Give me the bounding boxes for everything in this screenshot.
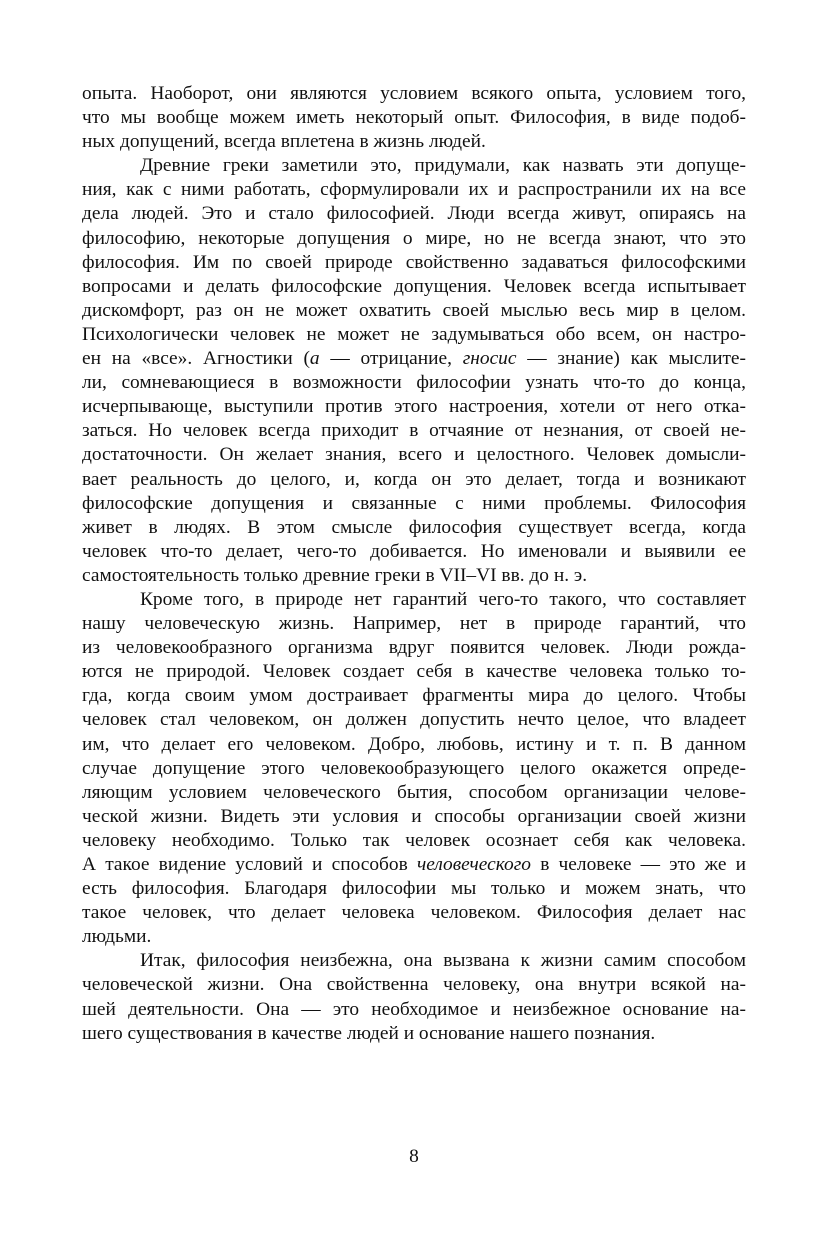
text-line: шей деятельности. Она — это необходимое и неизбежное основание на-	[82, 998, 746, 1020]
text-line: философию, некоторые допущения о мире, но не всегда знают, что это	[82, 227, 746, 249]
text-line: Психологически человек не может не задумываться обо всем, он настро-	[82, 323, 746, 345]
text-line: Итак, философия неизбежна, она вызвана к жизни самим способом	[140, 950, 746, 972]
paragraph	[82, 154, 746, 588]
text-line: опыта. Наоборот, они являются условием всякого опыта, условием того,	[82, 83, 746, 104]
text-line: вопросами и делать философские допущения. Человек всегда испытывает	[82, 275, 746, 297]
text-line: человеческой жизни. Она свойственна человеку, она внутри всякой на-	[82, 974, 746, 996]
text-line: людьми.	[82, 926, 152, 948]
text-line: достаточности. Он желает знания, всего и целостного. Человек домысли-	[82, 444, 746, 466]
text-line: ен на «все». Агностики (а — отрицание, гносис — знание) как мыслите-	[82, 348, 746, 370]
text-line: философские допущения и связанные с ними проблемы. Философия	[82, 492, 746, 514]
text-line: исчерпывающе, выступили против этого настроения, хотели от него отка-	[82, 396, 746, 418]
text-line: вает реальность до целого, и, когда он это делает, тогда и возникают	[82, 468, 746, 490]
text-line: Кроме того, в природе нет гарантий чего-то такого, что составляет	[140, 588, 746, 610]
text-line: такое человек, что делает человека человеком. Философия делает нас	[82, 902, 746, 924]
text-line: ляющим условием человеческого бытия, способом организации челове-	[82, 781, 746, 803]
text-line: философия. Им по своей природе свойственно задаваться философскими	[82, 251, 746, 273]
text-line: нашу человеческую жизнь. Например, нет в природе гарантий, что	[82, 613, 746, 635]
text-line: самостоятельность только древние греки в VII–VI вв. до н. э.	[82, 564, 588, 586]
text-line: ния, как с ними работать, сформулировали их и распространили их на все	[82, 179, 746, 201]
text-line: есть философия. Благодаря философии мы только и можем знать, что	[82, 878, 746, 900]
paragraph	[82, 949, 746, 1045]
text-line: им, что делает его человеком. Добро, любовь, истину и т. п. В данном	[82, 733, 746, 755]
text-line: ются не природой. Человек создает себя в качестве человека только то-	[82, 661, 746, 683]
text-line: Древние греки заметили это, придумали, как назвать эти допуще-	[140, 155, 746, 177]
page-body	[82, 82, 746, 1046]
text-line: человек что-то делает, чего-то добивается. Но именовали и выявили ее	[82, 540, 746, 562]
text-line: из человекообразного организма вдруг появится человек. Люди рожда-	[82, 637, 746, 659]
text-line: дискомфорт, раз он не может охватить своей мыслью весь мир в целом.	[82, 299, 746, 321]
text-line: ных допущений, всегда вплетена в жизнь людей.	[82, 131, 486, 153]
text-line: А такое видение условий и способов человеческого в человеке — это же и	[82, 854, 746, 875]
text-line: ческой жизни. Видеть эти условия и способы организации своей жизни	[82, 805, 746, 827]
paragraph	[82, 588, 746, 949]
text-line: заться. Но человек всегда приходит в отчаяние от незнания, от своей не-	[82, 420, 746, 442]
text-line: дела людей. Это и стало философией. Люди всегда живут, опираясь на	[82, 203, 746, 225]
text-line: что мы вообще можем иметь некоторый опыт. Философия, в виде подоб-	[82, 107, 746, 129]
text-line: ли, сомневающиеся в возможности философии узнать что-то до конца,	[82, 372, 746, 394]
text-line: случае допущение этого человекообразующего целого окажется опреде-	[82, 757, 746, 779]
paragraph	[82, 82, 746, 154]
text-line: живет в людях. В этом смысле философия существует всегда, когда	[82, 516, 746, 538]
text-line: шего существования в качестве людей и основание нашего познания.	[82, 1022, 656, 1044]
page-number: 8	[409, 1146, 419, 1167]
text-body	[82, 82, 746, 1046]
text-line: человек стал человеком, он должен допустить нечто целое, что владеет	[82, 709, 746, 731]
text-line: человеку необходимо. Только так человек осознает себя как человека.	[82, 829, 746, 851]
text-line: гда, когда своим умом достраивает фрагменты мира до целого. Чтобы	[82, 685, 746, 707]
